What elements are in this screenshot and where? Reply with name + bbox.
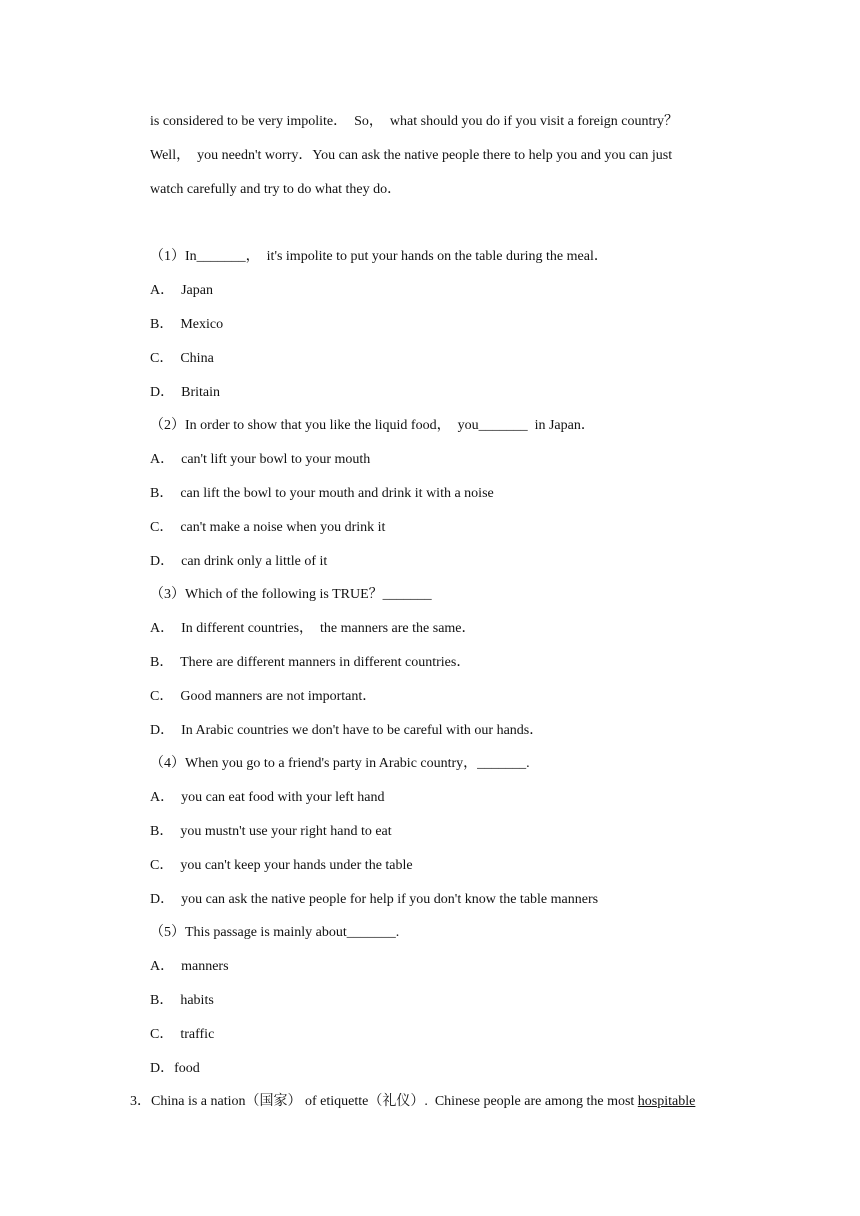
- passage-line: Well， you needn't worry．You can ask the native people there to help you and you can just: [150, 148, 673, 163]
- answer-option: D．food: [150, 1061, 200, 1076]
- answer-option: C． China: [150, 351, 214, 366]
- answer-option: B． can lift the bowl to your mouth and drink it with a noise: [150, 486, 494, 501]
- question-stem: （3）Which of the following is TRUE？_______: [150, 587, 432, 602]
- answer-option: B． habits: [150, 993, 214, 1008]
- next-item-text: 3．China is a nation（国家） of etiquette（礼仪）. Chinese people are among the most: [130, 1094, 638, 1109]
- answer-option: C． Good manners are not important．: [150, 689, 377, 704]
- answer-option: A． manners: [150, 959, 229, 974]
- answer-option: A． Japan: [150, 283, 213, 298]
- answer-option: C． you can't keep your hands under the table: [150, 858, 413, 873]
- answer-option: A． In different countries， the manners are the same．: [150, 621, 476, 636]
- answer-option: C． traffic: [150, 1027, 215, 1042]
- answer-option: A． you can eat food with your left hand: [150, 790, 385, 805]
- underlined-word: hospitable: [637, 1094, 696, 1109]
- answer-option: B． Mexico: [150, 317, 224, 332]
- answer-option: D． you can ask the native people for help if you don't know the table manners: [150, 892, 599, 907]
- next-item-line: [130, 1093, 695, 1111]
- question-stem: （2）In order to show that you like the liquid food， you_______ in Japan．: [150, 418, 595, 433]
- question-stem: （4）When you go to a friend's party in Arabic country，_______.: [150, 756, 530, 771]
- answer-option: D． Britain: [150, 385, 220, 400]
- question-stem: （1）In_______， it's impolite to put your hands on the table during the meal．: [150, 249, 608, 264]
- question-stem: （5）This passage is mainly about_______.: [150, 925, 400, 940]
- answer-option: B． you mustn't use your right hand to eat: [150, 824, 392, 839]
- answer-option: C． can't make a noise when you drink it: [150, 520, 386, 535]
- answer-option: B． There are different manners in different countries．: [150, 655, 471, 670]
- passage-line: is considered to be very impolite． So， what should you do if you visit a foreign country？: [150, 114, 679, 129]
- answer-option: D． In Arabic countries we don't have to be careful with our hands．: [150, 723, 544, 738]
- answer-option: D． can drink only a little of it: [150, 554, 328, 569]
- answer-option: A． can't lift your bowl to your mouth: [150, 452, 371, 467]
- passage-line: watch carefully and try to do what they do．: [150, 182, 402, 197]
